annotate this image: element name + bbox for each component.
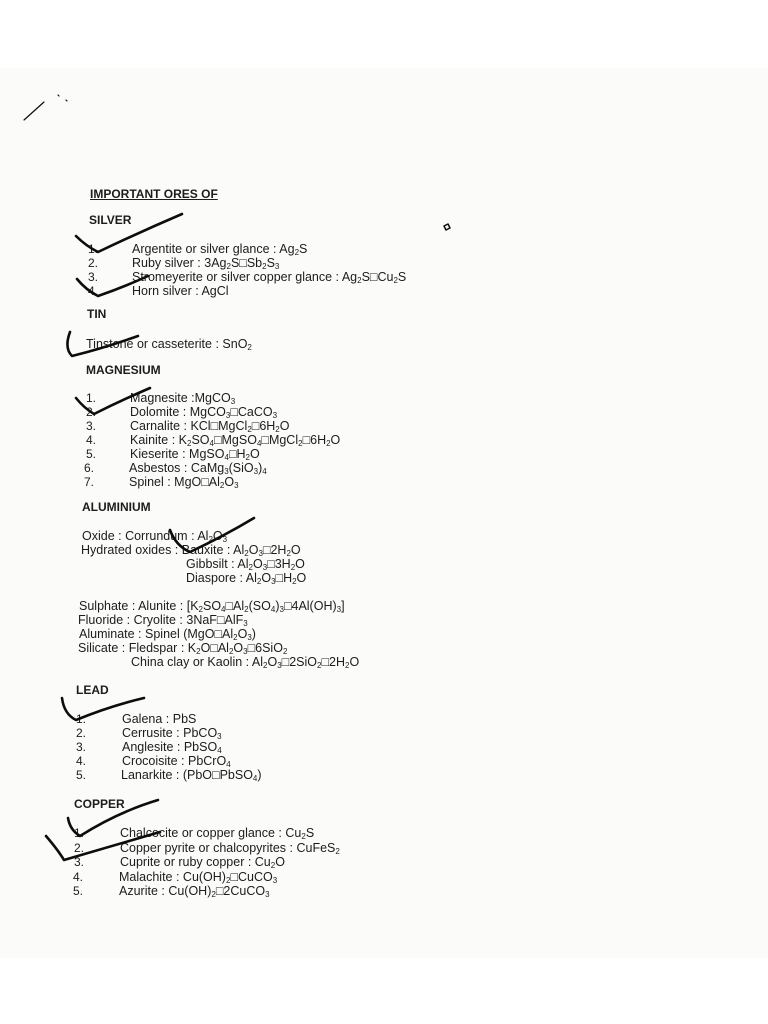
copper-item-2: Copper pyrite or chalcopyrites : CuFeS$_2$ xyxy=(120,841,340,856)
magnesium-num-6: 6. xyxy=(84,461,95,475)
magnesium-num-7: 7. xyxy=(84,475,95,489)
magnesium-num-5: 5. xyxy=(86,447,97,461)
heading-silver: SILVER xyxy=(89,213,132,227)
magnesium-item-7: Spinel : $MgO□Al_2O_3$ xyxy=(129,475,239,490)
copper-num-1: 1. xyxy=(74,826,85,840)
silver-num-1: 1. xyxy=(88,242,99,256)
heading-tin: TIN xyxy=(87,307,107,321)
magnesium-item-3: Carnalite : $KCl□MgCl_2□6H_2O$ xyxy=(130,419,290,434)
silver-item-4: Horn silver : AgCl xyxy=(132,284,229,298)
copper-item-4: Malachite : $Cu(OH)_2□CuCO_3$ xyxy=(119,870,278,885)
lead-num-1: 1. xyxy=(76,712,87,726)
copper-item-1: Chalcocite or copper glance : $Cu_2S$ xyxy=(120,826,315,841)
silver-num-2: 2. xyxy=(88,256,99,270)
lead-item-4: Crocoisite : PbCrO$_4$ xyxy=(122,754,231,769)
lead-item-5: Lanarkite : (PbO□PbSO$_4$) xyxy=(121,768,262,783)
silver-item-2: Ruby silver : $3Ag_2S□Sb_2S_3$ xyxy=(132,256,280,271)
aluminium-line-3: Gibbsilt : $Al_2O_3□3H_2O$ xyxy=(186,557,305,572)
aluminium-line-6: Fluoride : Cryolite : 3NaF□AlF$_3$ xyxy=(78,613,248,628)
magnesium-num-1: 1. xyxy=(86,391,97,405)
heading-magnesium: MAGNESIUM xyxy=(86,363,161,377)
magnesium-num-2: 2. xyxy=(86,405,97,419)
lead-num-2: 2. xyxy=(76,726,87,740)
lead-item-3: Anglesite : PbSO$_4$ xyxy=(122,740,222,755)
heading-copper: COPPER xyxy=(74,797,125,811)
aluminium-line-5: Sulphate : Alunite : $[K_2SO_4□Al_2(SO_4)_3□4Al(OH)_3]$ xyxy=(79,599,345,614)
silver-num-3: 3. xyxy=(88,270,99,284)
lead-item-1: Galena : PbS xyxy=(122,712,197,726)
copper-num-4: 4. xyxy=(73,870,84,884)
copper-item-3: Cuprite or ruby copper : $Cu_2O$ xyxy=(120,855,285,870)
lead-num-4: 4. xyxy=(76,754,87,768)
magnesium-num-3: 3. xyxy=(86,419,97,433)
magnesium-item-6: Asbestos : $CaMg_3(SiO_3)_4$ xyxy=(129,461,267,476)
aluminium-line-1: Oxide : Corrundum : $Al_2O_3$ xyxy=(82,529,228,544)
heading-aluminium: ALUMINIUM xyxy=(82,500,151,514)
aluminium-line-7: Aluminate : Spinel $(MgO□Al_2O_3)$ xyxy=(79,627,256,642)
silver-item-3: Stromeyerite or silver copper glance : $Ag_2S□Cu_2S$ xyxy=(132,270,407,285)
magnesium-item-2: Dolomite : MgCO$_3$□CaCO$_3$ xyxy=(130,405,278,420)
aluminium-line-4: Diaspore : $Al_2O_3□H_2O$ xyxy=(186,571,307,586)
heading-lead: LEAD xyxy=(76,683,109,697)
lead-num-3: 3. xyxy=(76,740,87,754)
copper-num-2: 2. xyxy=(74,841,85,855)
lead-item-2: Cerrusite : PbCO$_3$ xyxy=(122,726,222,741)
silver-item-1: Argentite or silver glance : $Ag_2S$ xyxy=(132,242,308,257)
magnesium-item-4: Kainite : $K_2SO_4□MgSO_4□MgCl_2□6H_2O$ xyxy=(130,433,341,448)
aluminium-line-9: China clay or Kaolin : $Al_2O_3□2SiO_2□2H_2O$ xyxy=(131,655,360,670)
copper-num-3: 3. xyxy=(74,855,85,869)
tin-item-1: Tinstone or casseterite : SnO$_2$ xyxy=(86,337,252,352)
copper-item-5: Azurite : $Cu(OH)_2□2CuCO_3$ xyxy=(119,884,270,899)
magnesium-item-5: Kieserite : $MgSO_4□H_2O$ xyxy=(130,447,260,462)
magnesium-num-4: 4. xyxy=(86,433,97,447)
aluminium-line-8: Silicate : Fledspar : $K_2O□Al_2O_3□6SiO_2$ xyxy=(78,641,288,656)
document-title: IMPORTANT ORES OF xyxy=(90,187,218,201)
magnesium-item-1: Magnesite :MgCO$_3$ xyxy=(130,391,236,406)
copper-num-5: 5. xyxy=(73,884,84,898)
aluminium-line-2: Hydrated oxides : Bauxite : $Al_2O_3□2H_2O$ xyxy=(81,543,301,558)
lead-num-5: 5. xyxy=(76,768,87,782)
silver-num-4: 4. xyxy=(88,284,99,298)
